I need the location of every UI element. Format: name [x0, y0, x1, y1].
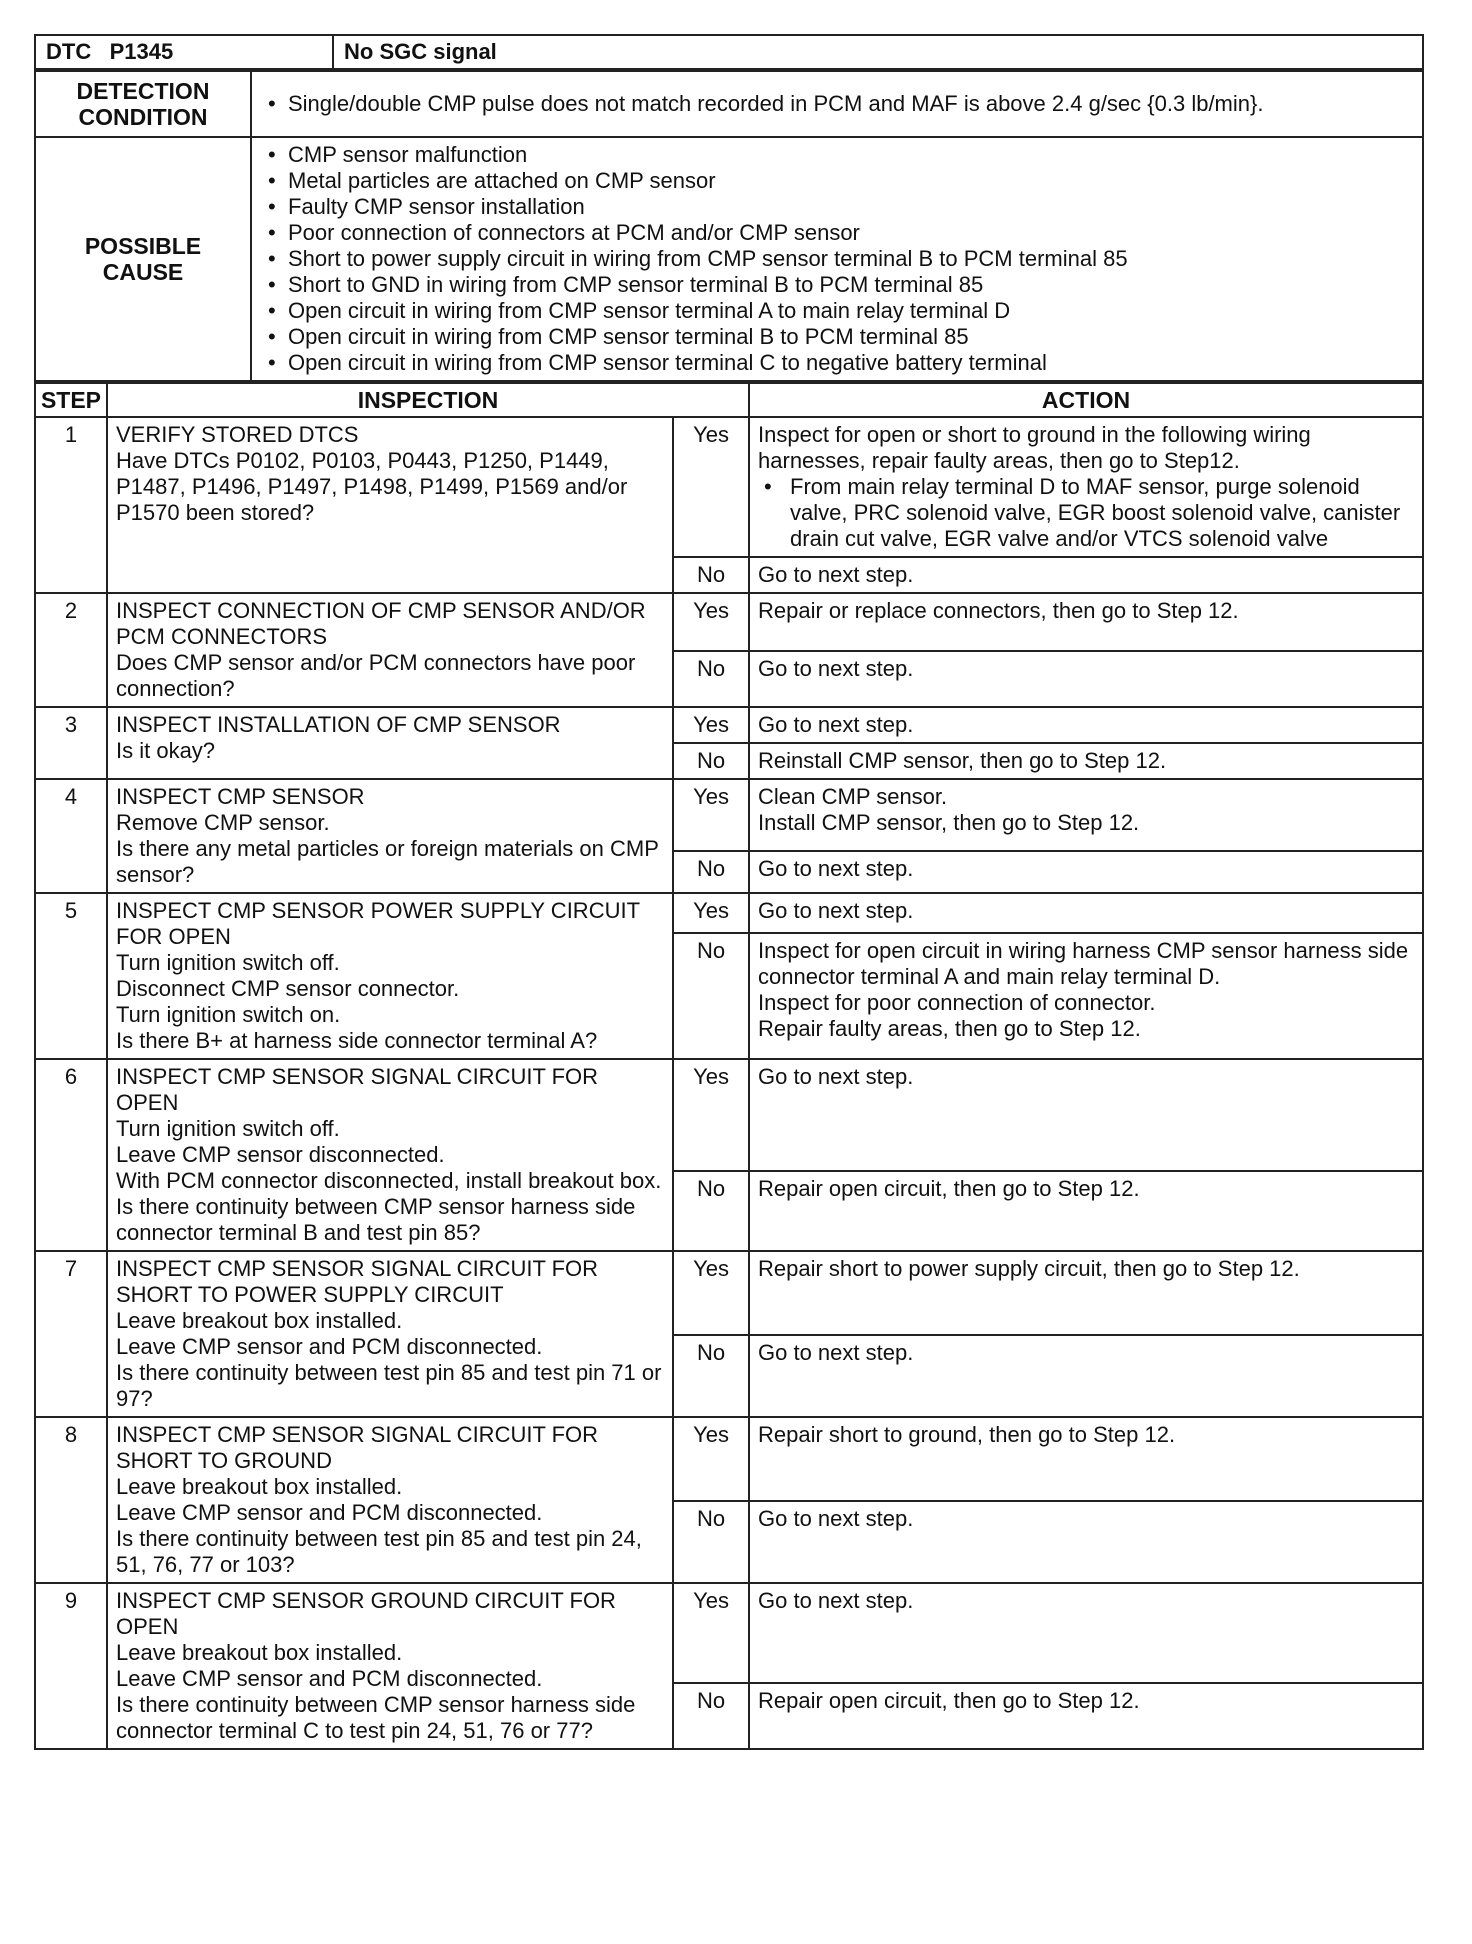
step-inspection	[107, 707, 673, 779]
yes-action	[749, 1251, 1423, 1335]
step-instruction: Does CMP sensor and/or PCM connectors have poor connection?	[116, 650, 636, 701]
step-instruction: Leave CMP sensor disconnected.	[116, 1142, 445, 1167]
action-text: Go to next step.	[758, 1340, 914, 1365]
no-action	[749, 1501, 1423, 1583]
cause-item: • Open circuit in wiring from CMP sensor terminal B to PCM terminal 85	[262, 324, 1412, 350]
cause-item: • Poor connection of connectors at PCM and/or CMP sensor	[262, 220, 1412, 246]
step-title: INSPECT INSTALLATION OF CMP SENSOR	[116, 712, 561, 737]
no-action	[749, 851, 1423, 893]
possible-cause-list-cell	[251, 137, 1423, 381]
col-inspection-header: INSPECTION	[107, 383, 749, 417]
condition-table	[34, 70, 1424, 382]
step-row	[35, 1059, 1423, 1171]
step-row	[35, 1417, 1423, 1501]
action-text: Go to next step.	[758, 712, 914, 737]
yes-label: Yes	[673, 1417, 749, 1501]
action-text: Repair open circuit, then go to Step 12.	[758, 1688, 1140, 1713]
step-instruction: Leave breakout box installed.	[116, 1308, 403, 1333]
step-instruction: Leave breakout box installed.	[116, 1474, 403, 1499]
col-step-header: STEP	[35, 383, 107, 417]
dtc-title: No SGC signal	[333, 35, 1423, 69]
steps-table	[34, 382, 1424, 1750]
no-action	[749, 743, 1423, 779]
yes-label: Yes	[673, 707, 749, 743]
yes-action	[749, 1059, 1423, 1171]
step-inspection	[107, 1583, 673, 1749]
cause-item: • Open circuit in wiring from CMP sensor terminal C to negative battery terminal	[262, 350, 1412, 376]
yes-label: Yes	[673, 593, 749, 651]
yes-label: Yes	[673, 1059, 749, 1171]
yes-label: Yes	[673, 779, 749, 851]
action-text: Reinstall CMP sensor, then go to Step 12.	[758, 748, 1167, 773]
action-text: Repair or replace connectors, then go to Step 12.	[758, 598, 1239, 623]
step-inspection	[107, 1059, 673, 1251]
step-title: INSPECT CONNECTION OF CMP SENSOR AND/OR PCM CONNECTORS	[116, 598, 646, 649]
no-action	[749, 1683, 1423, 1749]
step-row	[35, 593, 1423, 651]
cause-item: • Short to power supply circuit in wiring from CMP sensor terminal B to PCM terminal 85	[262, 246, 1412, 272]
step-instruction: Leave CMP sensor and PCM disconnected.	[116, 1500, 543, 1525]
step-title: INSPECT CMP SENSOR GROUND CIRCUIT FOR OPEN	[116, 1588, 616, 1639]
step-number: 1	[35, 417, 107, 593]
yes-action	[749, 779, 1423, 851]
step-title: INSPECT CMP SENSOR SIGNAL CIRCUIT FOR OPEN	[116, 1064, 599, 1115]
yes-action	[749, 707, 1423, 743]
action-text: Go to next step.	[758, 1064, 914, 1089]
action-text: Repair faulty areas, then go to Step 12.	[758, 1015, 1141, 1041]
action-text: Go to next step.	[758, 898, 914, 923]
step-row	[35, 893, 1423, 933]
no-label: No	[673, 1683, 749, 1749]
step-row	[35, 417, 1423, 557]
step-inspection	[107, 893, 673, 1059]
cause-item: • Metal particles are attached on CMP sensor	[262, 168, 1412, 194]
cause-item: • CMP sensor malfunction	[262, 142, 1412, 168]
step-instruction: Remove CMP sensor.	[116, 810, 330, 835]
step-number: 6	[35, 1059, 107, 1251]
step-number: 4	[35, 779, 107, 893]
action-text: Go to next step.	[758, 656, 914, 681]
action-text: Install CMP sensor, then go to Step 12.	[758, 810, 1140, 835]
step-number: 2	[35, 593, 107, 707]
step-instruction: Is there continuity between test pin 85 and test pin 71 or 97?	[116, 1360, 662, 1411]
step-instruction: Is there B+ at harness side connector terminal A?	[116, 1028, 598, 1053]
no-label: No	[673, 1501, 749, 1583]
action-text: Repair short to power supply circuit, then go to Step 12.	[758, 1256, 1300, 1281]
diagnostic-sheet	[34, 34, 1424, 1750]
yes-label: Yes	[673, 1251, 749, 1335]
action-text: Repair open circuit, then go to Step 12.	[758, 1176, 1140, 1201]
step-title: INSPECT CMP SENSOR SIGNAL CIRCUIT FOR SHORT TO GROUND	[116, 1422, 599, 1473]
step-instruction: Leave CMP sensor and PCM disconnected.	[116, 1334, 543, 1359]
no-label: No	[673, 651, 749, 707]
yes-action	[749, 593, 1423, 651]
step-row	[35, 707, 1423, 743]
step-inspection	[107, 417, 673, 593]
step-instruction: Is it okay?	[116, 738, 216, 763]
no-label: No	[673, 1335, 749, 1417]
detection-label-line1: DETECTION	[76, 78, 210, 104]
dtc-code: P1345	[109, 39, 174, 64]
step-title: INSPECT CMP SENSOR	[116, 784, 365, 809]
step-row	[35, 1251, 1423, 1335]
action-text: Go to next step.	[758, 562, 914, 587]
step-row	[35, 1583, 1423, 1683]
step-instruction: Leave CMP sensor and PCM disconnected.	[116, 1666, 543, 1691]
step-instruction: Have DTCs P0102, P0103, P0443, P1250, P1449, P1487, P1496, P1497, P1498, P1499, P1569 and/or P1570 been stored?	[116, 448, 628, 525]
dtc-header-table	[34, 34, 1424, 70]
dtc-label: DTC	[46, 39, 92, 64]
possible-cause-label-line1: POSSIBLE	[84, 233, 202, 259]
action-text: Repair short to ground, then go to Step 12.	[758, 1422, 1176, 1447]
possible-cause-label-line2: CAUSE	[102, 259, 184, 285]
no-action	[749, 933, 1423, 1059]
dtc-code-cell	[35, 35, 333, 69]
step-number: 7	[35, 1251, 107, 1417]
action-text: Inspect for open or short to ground in the following wiring harnesses, repair faulty areas, then go to Step12.	[758, 422, 1311, 473]
step-instruction: Turn ignition switch on.	[116, 1002, 341, 1027]
action-text: Go to next step.	[758, 1506, 914, 1531]
no-label: No	[673, 557, 749, 593]
no-label: No	[673, 933, 749, 1059]
step-instruction: Is there any metal particles or foreign materials on CMP sensor?	[116, 836, 659, 887]
cause-item: • Faulty CMP sensor installation	[262, 194, 1412, 220]
yes-label: Yes	[673, 893, 749, 933]
no-action	[749, 557, 1423, 593]
action-text: Inspect for open circuit in wiring harness CMP sensor harness side connector terminal A and main relay terminal D.	[758, 937, 1409, 989]
step-number: 3	[35, 707, 107, 779]
yes-label: Yes	[673, 1583, 749, 1683]
detection-condition-text: • Single/double CMP pulse does not match recorded in PCM and MAF is above 2.4 g/sec {0.3 lb/min}.	[262, 91, 1412, 117]
yes-action	[749, 417, 1423, 557]
step-number: 8	[35, 1417, 107, 1583]
yes-action	[749, 1583, 1423, 1683]
no-action	[749, 1335, 1423, 1417]
action-text: Inspect for poor connection of connector.	[758, 989, 1156, 1015]
step-row	[35, 779, 1423, 851]
step-title: INSPECT CMP SENSOR SIGNAL CIRCUIT FOR SHORT TO POWER SUPPLY CIRCUIT	[116, 1256, 599, 1307]
step-number: 5	[35, 893, 107, 1059]
action-bullet: • From main relay terminal D to MAF sensor, purge solenoid valve, PRC solenoid valve, EGR boost solenoid valve, canister drain cut valve, EGR valve and/or VTCS solenoid valve	[758, 474, 1414, 552]
possible-cause-list	[262, 142, 1412, 376]
step-instruction: Leave breakout box installed.	[116, 1640, 403, 1665]
step-title: INSPECT CMP SENSOR POWER SUPPLY CIRCUIT FOR OPEN	[116, 898, 640, 949]
step-number: 9	[35, 1583, 107, 1749]
step-instruction: Disconnect CMP sensor connector.	[116, 976, 460, 1001]
step-instruction: Turn ignition switch off.	[116, 950, 340, 975]
possible-cause-label	[35, 137, 251, 381]
step-instruction: Is there continuity between CMP sensor harness side connector terminal C to test pin 24, 51, 76 or 77?	[116, 1692, 636, 1743]
yes-action	[749, 893, 1423, 933]
steps-header-row	[35, 383, 1423, 417]
detection-row	[35, 71, 1423, 137]
step-inspection	[107, 779, 673, 893]
step-instruction: Is there continuity between test pin 85 and test pin 24, 51, 76, 77 or 103?	[116, 1526, 642, 1577]
step-instruction: Turn ignition switch off.	[116, 1116, 340, 1141]
dtc-header-row	[35, 35, 1423, 69]
no-label: No	[673, 1171, 749, 1251]
col-action-header: ACTION	[749, 383, 1423, 417]
action-text: Clean CMP sensor.	[758, 784, 948, 809]
detection-label-line2: CONDITION	[78, 104, 208, 130]
detection-label	[35, 71, 251, 137]
action-text: Go to next step.	[758, 1588, 914, 1613]
step-inspection	[107, 1417, 673, 1583]
yes-label: Yes	[673, 417, 749, 557]
no-action	[749, 1171, 1423, 1251]
possible-cause-row	[35, 137, 1423, 381]
cause-item: • Open circuit in wiring from CMP sensor terminal A to main relay terminal D	[262, 298, 1412, 324]
step-inspection	[107, 1251, 673, 1417]
step-instruction: With PCM connector disconnected, install breakout box.	[116, 1168, 662, 1193]
no-label: No	[673, 851, 749, 893]
no-label: No	[673, 743, 749, 779]
no-action	[749, 651, 1423, 707]
step-instruction: Is there continuity between CMP sensor harness side connector terminal B and test pin 85?	[116, 1194, 636, 1245]
step-title: VERIFY STORED DTCS	[116, 422, 359, 447]
steps-body	[35, 417, 1423, 1749]
detection-condition-cell	[251, 71, 1423, 137]
action-text: Go to next step.	[758, 856, 914, 882]
cause-item: • Short to GND in wiring from CMP sensor terminal B to PCM terminal 85	[262, 272, 1412, 298]
step-inspection	[107, 593, 673, 707]
yes-action	[749, 1417, 1423, 1501]
